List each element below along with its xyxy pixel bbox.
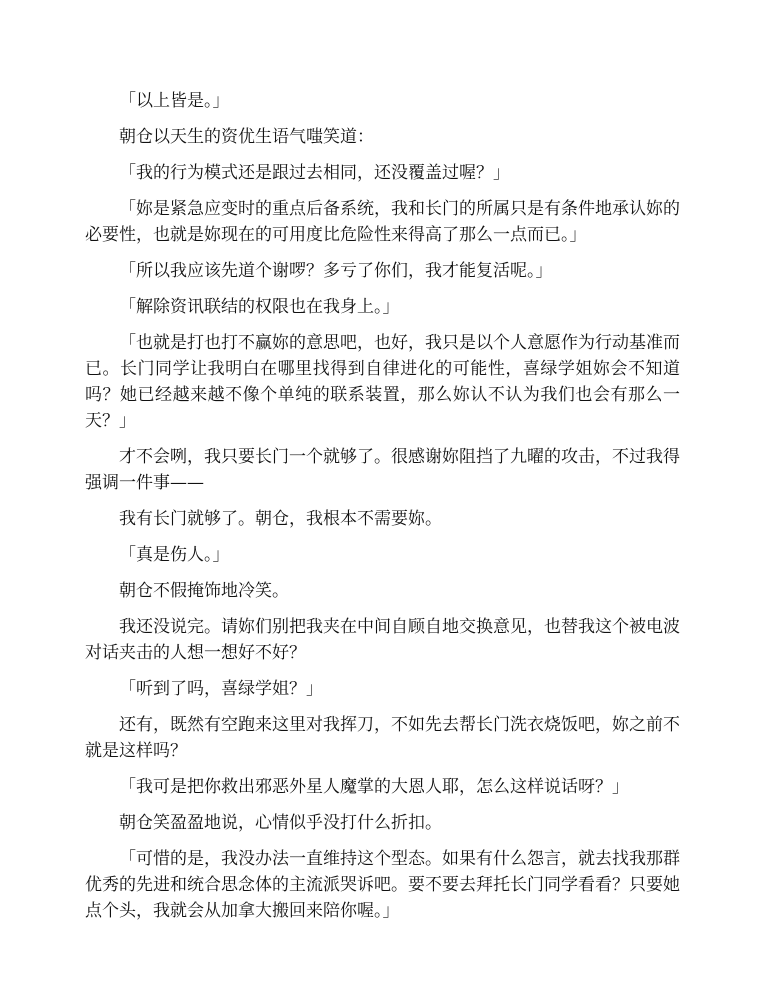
paragraph-11: 朝仓不假掩饰地冷笑。 (119, 581, 289, 601)
document-page (85, 88, 680, 934)
paragraph-4: 「妳是紧急应变时的重点后备系统，我和长门的所属只是有条件地承认妳的必要性，也就是妳现在的可用度比危险性来得高了那么一点而已。」 (85, 199, 680, 245)
paragraph-3: 「我的行为模式还是跟过去相同，还没覆盖过喔？」 (119, 163, 510, 183)
paragraph-16: 朝仓笑盈盈地说，心情似乎没打什么折扣。 (119, 813, 442, 833)
paragraph-7: 「也就是打也打不赢妳的意思吧，也好，我只是以个人意愿作为行动基准而已。长门同学让我明白在哪里找得到自律进化的可能性，喜绿学姐妳会不知道吗？她已经越来越不像个单纯的联系装置，那么妳认不认为我们也会有那么一天？」 (85, 333, 680, 431)
paragraph-8: 才不会咧，我只要长门一个就够了。很感谢妳阻挡了九曜的攻击，不过我得强调一件事—— (85, 447, 680, 493)
paragraph-6: 「解除资讯联结的权限也在我身上。」 (119, 297, 400, 317)
paragraph-1: 「以上皆是。」 (119, 91, 230, 111)
paragraph-13: 「听到了吗，喜绿学姐？」 (119, 679, 323, 699)
paragraph-15: 「我可是把你救出邪恶外星人魔掌的大恩人耶，怎么这样说话呀？」 (119, 777, 629, 797)
paragraph-14: 还有，既然有空跑来这里对我挥刀，不如先去帮长门洗衣烧饭吧，妳之前不就是这样吗？ (85, 715, 680, 761)
paragraph-17: 「可惜的是，我没办法一直维持这个型态。如果有什么怨言，就去找我那群优秀的先进和统合思念体的主流派哭诉吧。要不要去拜托长门同学看看？只要她点个头，我就会从加拿大搬回来陪你喔。」 (85, 849, 680, 921)
paragraph-12: 我还没说完。请妳们别把我夹在中间自顾自地交换意见，也替我这个被电波对话夹击的人想一想好不好？ (85, 617, 680, 663)
paragraph-9: 我有长门就够了。朝仓，我根本不需要妳。 (119, 509, 442, 529)
paragraph-5: 「所以我应该先道个谢啰？多亏了你们，我才能复活呢。」 (119, 261, 553, 281)
paragraph-10: 「真是伤人。」 (119, 545, 230, 565)
paragraph-2: 朝仓以天生的资优生语气嗤笑道： (119, 127, 374, 147)
